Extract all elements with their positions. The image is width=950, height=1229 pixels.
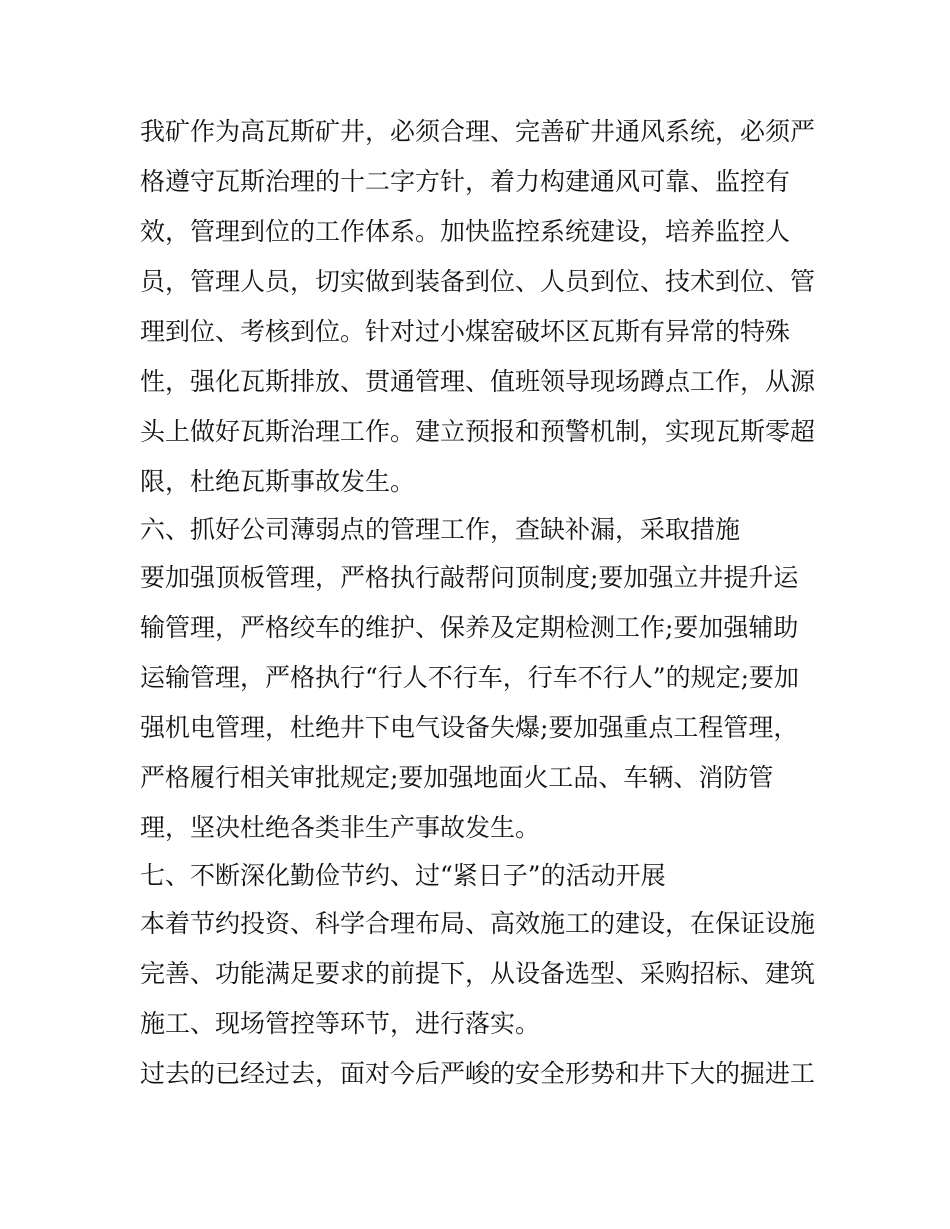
- paragraph-line: 性，强化瓦斯排放、贯通管理、值班领导现场蹲点工作，从源: [140, 367, 816, 396]
- paragraph-line: 头上做好瓦斯治理工作。建立预报和预警机制，实现瓦斯零超: [140, 417, 816, 446]
- paragraph-line: 效，管理到位的工作体系。加快监控系统建设，培养监控人: [140, 217, 791, 246]
- paragraph-line: 要加强顶板管理，严格执行敲帮问顶制度;要加强立井提升运: [140, 563, 799, 592]
- paragraph-line: 理到位、考核到位。针对过小煤窑破坏区瓦斯有异常的特殊: [140, 317, 791, 346]
- paragraph-line: 施工、现场管控等环节，进行落实。: [140, 1009, 541, 1038]
- paragraph-line: 我矿作为高瓦斯矿井，必须合理、完善矿井通风系统，必须严: [140, 117, 816, 146]
- paragraph-line: 本着节约投资、科学合理布局、高效施工的建设，在保证设施: [140, 909, 816, 938]
- section-heading: 六、抓好公司薄弱点的管理工作，查缺补漏，采取措施: [140, 515, 741, 544]
- paragraph-line: 过去的已经过去，面对今后严峻的安全形势和井下大的掘进工: [140, 1059, 816, 1088]
- paragraph-line: 格遵守瓦斯治理的十二字方针，着力构建通风可靠、监控有: [140, 167, 791, 196]
- paragraph-line: 员，管理人员，切实做到装备到位、人员到位、技术到位、管: [140, 267, 816, 296]
- paragraph-line: 运输管理，严格执行“行人不行车，行车不行人”的规定;要加: [140, 663, 799, 692]
- paragraph-line: 强机电管理，杜绝井下电气设备失爆;要加强重点工程管理，: [140, 713, 799, 742]
- paragraph-line: 严格履行相关审批规定;要加强地面火工品、车辆、消防管: [140, 763, 774, 792]
- paragraph-line: 理，坚决杜绝各类非生产事故发生。: [140, 813, 541, 842]
- section-heading: 七、不断深化勤俭节约、过“紧日子”的活动开展: [140, 861, 666, 890]
- paragraph-line: 限，杜绝瓦斯事故发生。: [140, 467, 416, 496]
- document-body: [140, 107, 830, 1099]
- paragraph-line: 完善、功能满足要求的前提下，从设备选型、采购招标、建筑: [140, 959, 816, 988]
- paragraph-line: 输管理，严格绞车的维护、保养及定期检测工作;要加强辅助: [140, 613, 799, 642]
